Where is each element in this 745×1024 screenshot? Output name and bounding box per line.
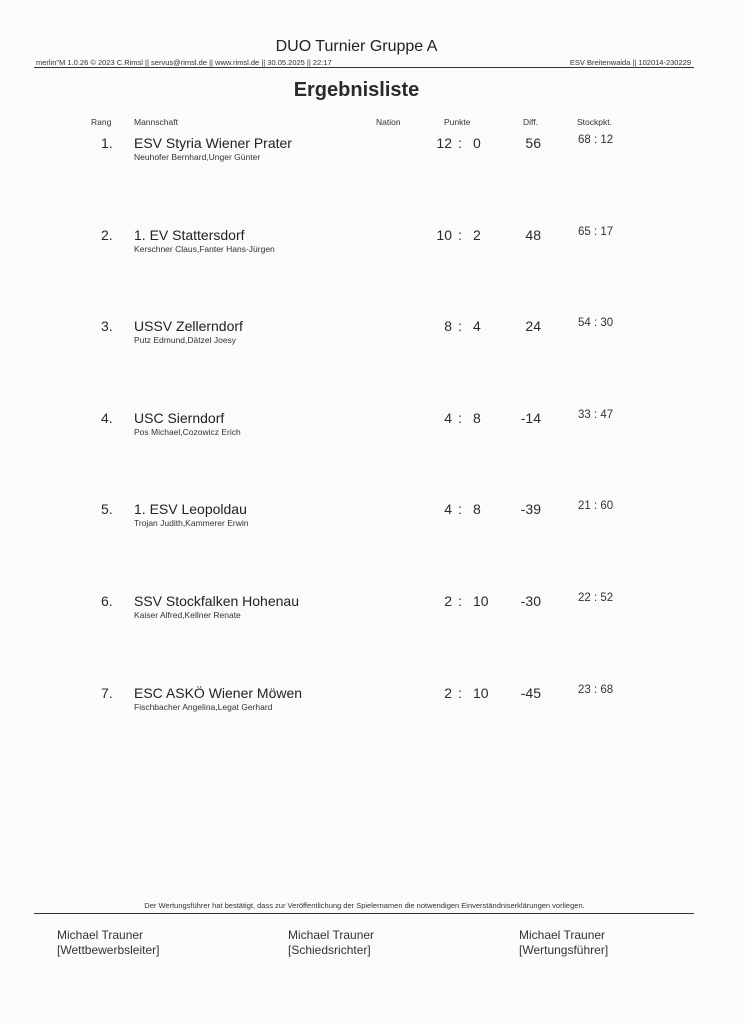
stock-points: 21 : 60 xyxy=(578,500,614,512)
rank: 6. xyxy=(101,593,113,609)
players: Neuhofer Bernhard,Unger Günter xyxy=(134,152,261,162)
signature-name: Michael Trauner xyxy=(288,928,375,942)
table-row xyxy=(0,593,745,633)
rank: 1. xyxy=(101,135,113,151)
footer-divider xyxy=(34,913,694,914)
column-header-points: Punkte xyxy=(444,117,471,127)
points-for: 4 xyxy=(444,410,452,426)
header-divider xyxy=(34,67,694,68)
team-name: ESV Styria Wiener Prater xyxy=(134,135,292,151)
players: Putz Edmund,Dätzel Joesy xyxy=(134,335,237,345)
points-against: 8 xyxy=(473,410,481,426)
team-name: SSV Stockfalken Hohenau xyxy=(134,593,299,609)
club-info: ESV Breitenwaida || 102014-230229 xyxy=(569,58,691,67)
difference: -45 xyxy=(520,685,541,701)
players: Kaiser Alfred,Kellner Renate xyxy=(134,610,241,620)
difference: -39 xyxy=(520,501,541,517)
table-row xyxy=(0,501,745,541)
points-against: 8 xyxy=(473,501,481,517)
stock-points: 65 : 17 xyxy=(578,226,614,238)
points-for: 2 xyxy=(444,685,452,701)
points-separator: : xyxy=(458,501,462,517)
points-for: 2 xyxy=(444,593,452,609)
stock-points: 33 : 47 xyxy=(578,409,614,421)
table-row xyxy=(0,685,745,725)
team-name: USSV Zellerndorf xyxy=(134,318,243,334)
points-separator: : xyxy=(458,685,462,701)
difference: 56 xyxy=(525,135,541,151)
points-for: 10 xyxy=(436,227,452,243)
points-against: 2 xyxy=(473,227,481,243)
signature-competition-director xyxy=(57,928,160,958)
players: Kerschner Claus,Fanter Hans-Jürgen xyxy=(134,244,275,254)
difference: -14 xyxy=(520,410,541,426)
points-against: 10 xyxy=(473,593,489,609)
table-row xyxy=(0,135,745,175)
column-header-team: Mannschaft xyxy=(134,117,178,127)
signature-scorekeeper xyxy=(519,928,608,958)
team-name: 1. ESV Leopoldau xyxy=(134,501,247,517)
software-info: merlin"M 1.0.26 © 2023 C.Rimsl || servus@rimsl.de || www.rimsl.de || 30.05.2025 || 22:17 xyxy=(36,58,332,67)
table-row xyxy=(0,318,745,358)
points-separator: : xyxy=(458,410,462,426)
signature-referee xyxy=(288,928,374,958)
column-header-rank: Rang xyxy=(91,117,112,127)
stock-points: 22 : 52 xyxy=(578,592,614,604)
points-against: 10 xyxy=(473,685,489,701)
signature-name: Michael Trauner xyxy=(519,928,606,942)
rank: 3. xyxy=(101,318,113,334)
points-separator: : xyxy=(458,593,462,609)
signature-role: [Schiedsrichter] xyxy=(288,943,371,957)
rank: 4. xyxy=(101,410,113,426)
points-against: 0 xyxy=(473,135,481,151)
team-name: ESC ASKÖ Wiener Möwen xyxy=(134,685,303,701)
stock-points: 68 : 12 xyxy=(578,134,614,146)
team-name: 1. EV Stattersdorf xyxy=(134,227,245,243)
column-header-nation: Nation xyxy=(376,117,401,127)
points-separator: : xyxy=(458,227,462,243)
table-row xyxy=(0,410,745,450)
points-for: 8 xyxy=(444,318,452,334)
signature-role: [Wertungsführer] xyxy=(519,943,609,957)
points-for: 12 xyxy=(436,135,452,151)
table-row xyxy=(0,227,745,267)
points-for: 4 xyxy=(444,501,452,517)
signature-name: Michael Trauner xyxy=(57,928,144,942)
rank: 7. xyxy=(101,685,113,701)
tournament-title: DUO Turnier Gruppe A xyxy=(275,38,438,55)
signature-role: [Wettbewerbsleiter] xyxy=(57,943,160,957)
stock-points: 54 : 30 xyxy=(578,317,614,329)
players: Pos Michael,Cozowicz Erich xyxy=(134,427,241,437)
points-against: 4 xyxy=(473,318,481,334)
consent-note: Der Wertungsführer hat bestätigt, dass zur Veröffentlichung der Spielernamen die notwendigen Einverständniserklärungen vorliegen. xyxy=(144,901,585,910)
column-header-stock: Stockpkt. xyxy=(577,117,612,127)
rank: 5. xyxy=(101,501,113,517)
column-header-diff: Diff. xyxy=(523,117,538,127)
points-separator: : xyxy=(458,135,462,151)
team-name: USC Sierndorf xyxy=(134,410,225,426)
difference: 48 xyxy=(525,227,541,243)
rank: 2. xyxy=(101,227,113,243)
players: Fischbacher Angelina,Legat Gerhard xyxy=(134,702,273,712)
page-title: Ergebnisliste xyxy=(293,79,420,101)
points-separator: : xyxy=(458,318,462,334)
difference: 24 xyxy=(525,318,541,334)
stock-points: 23 : 68 xyxy=(578,684,614,696)
players: Trojan Judith,Kammerer Erwin xyxy=(134,518,249,528)
difference: -30 xyxy=(520,593,541,609)
